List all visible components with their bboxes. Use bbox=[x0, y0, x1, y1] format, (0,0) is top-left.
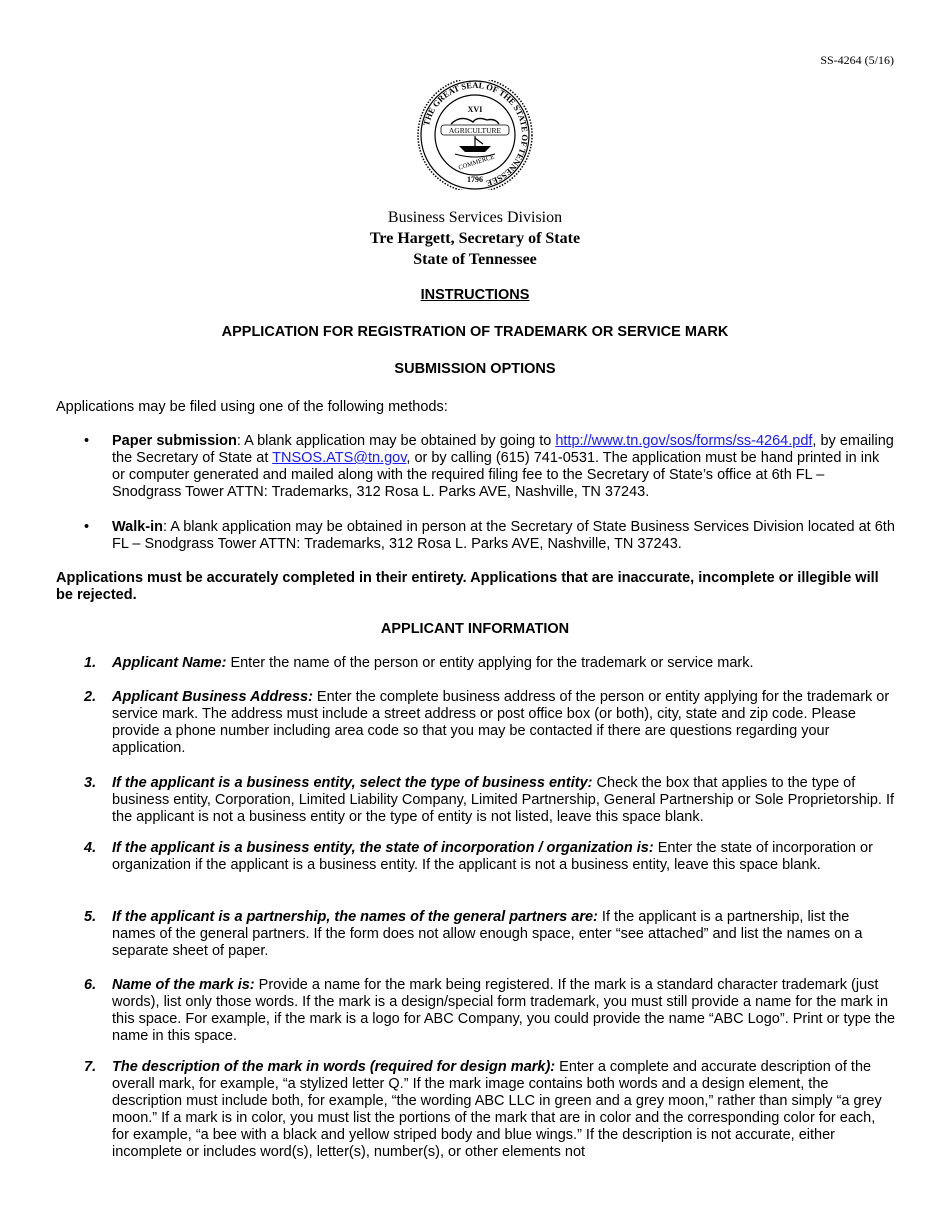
application-title: APPLICATION FOR REGISTRATION OF TRADEMARK OR SERVICE MARK bbox=[221, 324, 729, 340]
secretary-name: Tre Hargett, Secretary of State bbox=[369, 230, 581, 247]
form-id: SS-4264 (5/16) bbox=[820, 53, 894, 67]
email-link[interactable]: TNSOS.ATS@tn.gov bbox=[272, 450, 407, 466]
seal-ring-text: THE GREAT SEAL OF THE STATE OF TENNESSEE bbox=[420, 80, 531, 189]
seal-year: 1796 bbox=[467, 175, 483, 184]
seal-inner-low: COMMERCE bbox=[457, 153, 496, 172]
state-name: State of Tennessee bbox=[413, 251, 537, 268]
seal-inner-top: XVI bbox=[467, 105, 483, 114]
warning-text: Applications must be accurately completed in their entirety. Applications that are inaccurate, incomplete or illegible will be rejected. bbox=[56, 570, 879, 603]
bullet-dot: • bbox=[84, 433, 90, 449]
document-page: SS-4264 (5/16) THE GREAT SEAL OF THE STATE OF TENNESSEE XVI AGRICULTURE COMMERCE 1796 Business Services Division Tre Hargett, Secretary of State State of Tennessee INSTRUCTIONS APPLICATION FOR REGISTRATION OF TRADEMARK OR SERVICE MARK SUBMISSION OPTIONS Applications may be filed using one of the following methods: • Paper submission: A blank application may be obtained by going to http://www.tn.gov/sos/forms/ss-4264.pdf, by emailing the Secretary of State at TNSOS.ATS@tn.gov, or by calling (615) 741-0531. The application must be hand printed in ink or computer generated and mailed along with the required filing fee to the Secretary of State’s office at 6th FL – Snodgrass Tower ATTN: Trademarks, 312 Rosa L. Parks AVE, Nashville, TN 37243. • Walk-in: A blank application may be obtained in person at the Secretary of State Business Services Division located at 6th FL – Snodgrass Tower ATTN: Trademarks, 312 Rosa L. Parks AVE, Nashville, TN 37243. Applications must be accurately completed in their entirety. Applications that are inaccurate, incomplete or illegible will be rejected. APPLICANT INFORMATION 1. Applicant Name: Enter the name of the person or entity applying for the trademark or service mark. 2. Applicant Business Address: Enter the complete business address of the person or entity applying for the trademark or service mark. The address must include a street address or post office box (or both), city, state and zip code. Please provide a phone number including area code so that you may be contacted if there are questions regarding your application. 3. If the applicant is a business entity, select the type of business entity: Check the box that applies to the type of business entity, Corporation, Limited Liability Company, Limited Partnership, General Partnership or Sole Proprietorship. If the applicant is not a business entity or the type of entity is not listed, leave this space blank. 4. If the applicant is a business entity, the state of incorporation / organization is: Enter the state of incorporation or organization if the applicant is a business entity. If the applicant is not a business entity, leave this space blank. 5. If the applicant is a partnership, the names of the general partners are: If the applicant is a partnership, list the names of the general partners. If the form does not allow enough space, enter “see attached” and list the names on a separate sheet of paper. 6. Name of the mark is: Provide a name for the mark being registered. If the mark is a standard character trademark (just words), list only those words. If the mark is a design/special form trademark, you must still provide a name for the mark in this space. For example, if the mark is a logo for ABC Company, you could provide the name “ABC Logo”. Print or type the name in this space. 7. The description of the mark in words (required for design mark): Enter a complete and accurate description of the overall mark, for example, “a stylized letter Q.” If the mark image contains both words and a design element, the description must include both, for example, “the wording ABC LLC in green and a grey moon,” rather than simply “a grey moon.” If a mark is in color, you must list the portions of the mark that are in color and the corresponding color for each, for example, “a bee with a black and yellow striped body and blue wings.” If the description is not accurate, either incomplete or includes word(s), letter(s), number(s), or other elements not bbox=[0, 0, 950, 1230]
bullet-dot: • bbox=[84, 519, 90, 535]
tennessee-state-seal-icon bbox=[415, 80, 535, 190]
form-download-link[interactable]: http://www.tn.gov/sos/forms/ss-4264.pdf bbox=[555, 433, 813, 449]
bullet-text: Walk-in: A blank application may be obtained in person at the Secretary of State Business Services Division located at 6th FL – Snodgrass Tower ATTN: Trademarks, 312 Rosa L. Parks AVE, Nashville, TN 37243. bbox=[112, 519, 895, 552]
intro-text: Applications may be filed using one of the following methods: bbox=[56, 399, 448, 415]
seal-inner-mid: AGRICULTURE bbox=[448, 126, 502, 135]
header-block bbox=[0, 207, 950, 270]
submission-options-heading: SUBMISSION OPTIONS bbox=[394, 361, 556, 377]
applicant-information-heading: APPLICANT INFORMATION bbox=[380, 621, 570, 637]
instructions-heading: INSTRUCTIONS bbox=[420, 287, 530, 303]
bullet-text: Paper submission: A blank application may be obtained by going to http://www.tn.gov/sos/forms/ss-4264.pdf, by emailing the Secretary of State at TNSOS.ATS@tn.gov, or by calling (615) 741-0531. The application must be hand printed in ink or computer generated and mailed along with the required filing fee to the Secretary of State’s office at 6th FL – Snodgrass Tower ATTN: Trademarks, 312 Rosa L. Parks AVE, Nashville, TN 37243. bbox=[112, 433, 894, 500]
division-name: Business Services Division bbox=[387, 209, 563, 226]
